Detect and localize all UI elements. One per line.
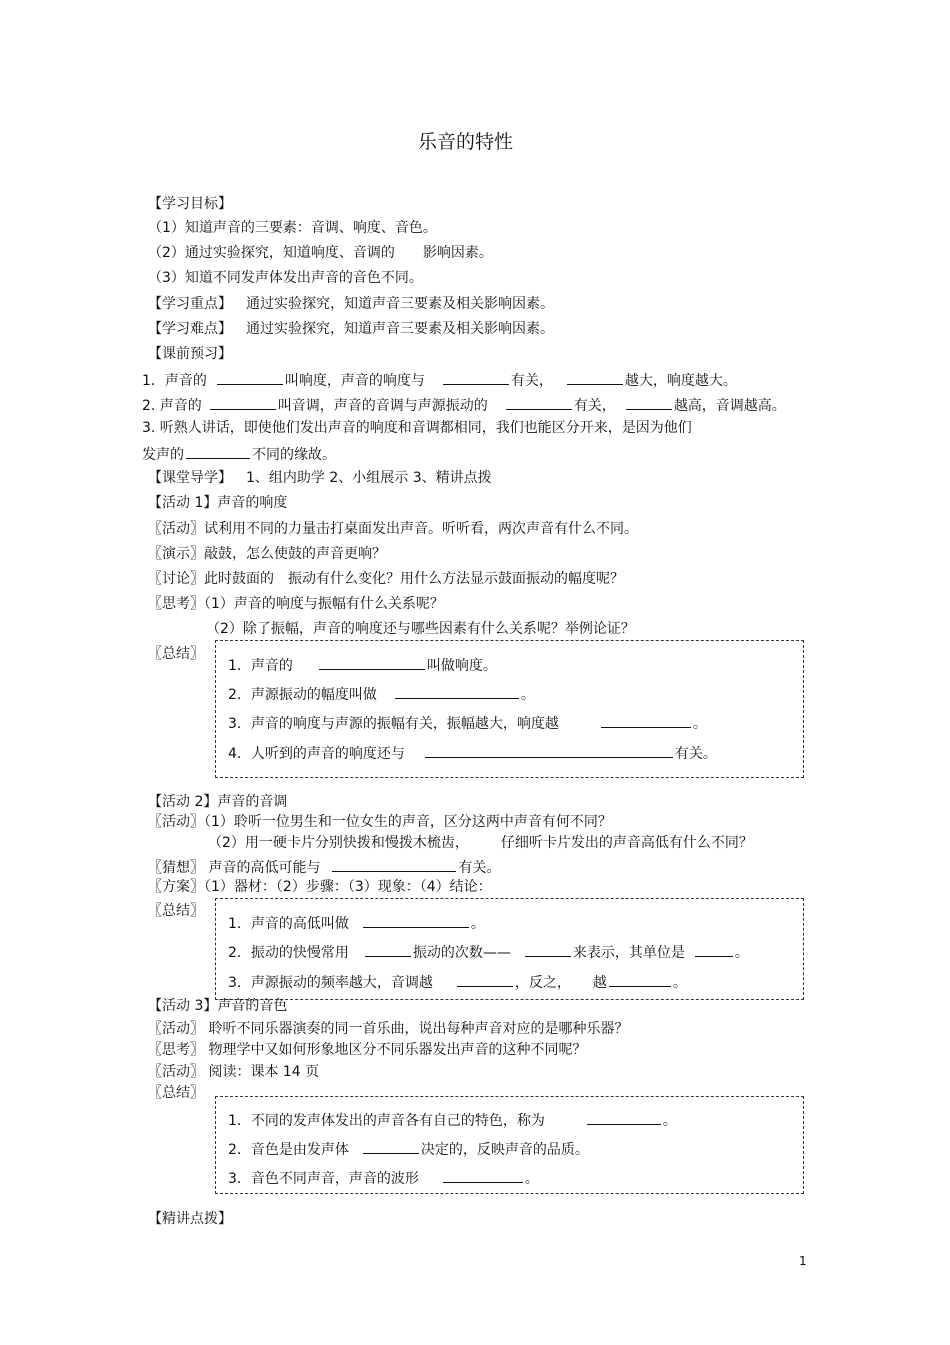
key-point: 【学习重点】 通过实验探究，知道声音三要素及相关影响因素。 bbox=[148, 296, 554, 312]
activity-1-summary-label: 〖总结〗 bbox=[148, 646, 204, 662]
activity-3-summary-1: 1．不同的发声体发出的声音各有自己的特色，称为 。 bbox=[228, 1110, 677, 1130]
activity-2-line-1: 〖活动〗（1）聆听一位男生和一位女生的声音，区分这两中声音有何不同？ bbox=[148, 814, 612, 830]
activity-3-line-1: 〖活动〗 聆听不同乐器演奏的同一首乐曲，说出每种声音对应的是哪种乐器？ bbox=[148, 1021, 629, 1037]
activity-2-line-3: 〖猜想〗 声音的高低可能与 有关。 bbox=[148, 857, 500, 877]
difficulty-point: 【学习难点】 通过实验探究，知道声音三要素及相关影响因素。 bbox=[148, 321, 554, 337]
preview-question-1: 1．声音的 叫响度，声音的响度与 有关， 越大，响度越大。 bbox=[142, 370, 737, 390]
goals-heading: 【学习目标】 bbox=[148, 196, 232, 212]
activity-1-summary-3: 3．声音的响度与声源的振幅有关，振幅越大，响度越 。 bbox=[228, 713, 707, 733]
activity-3-heading: 【活动 3】声音的音色 bbox=[148, 998, 288, 1014]
lecture-heading: 【精讲点拨】 bbox=[148, 1211, 232, 1227]
activity-1-summary-1: 1．声音的 叫做响度。 bbox=[228, 655, 497, 675]
activity-3-summary-label: 〖总结〗 bbox=[148, 1085, 204, 1101]
activity-1-line-2: 〖演示〗敲鼓，怎么使鼓的声音更响？ bbox=[148, 546, 386, 562]
activity-3-line-2: 〖思考〗 物理学中又如何形象地区分不同乐器发出声音的这种不同呢？ bbox=[148, 1042, 587, 1058]
activity-2-summary-1: 1．声音的高低叫做 。 bbox=[228, 913, 485, 933]
activity-2-line-4: 〖方案〗（1）器材：（2）步骤：（3）现象：（4）结论： bbox=[148, 879, 492, 895]
activity-3-summary-2: 2．音色是由发声体 决定的，反映声音的品质。 bbox=[228, 1139, 589, 1159]
activity-1-heading: 【活动 1】声音的响度 bbox=[148, 495, 288, 511]
activity-1-line-3: 〖讨论〗此时鼓面的 振动有什么变化？用什么方法显示鼓面振动的幅度呢？ bbox=[148, 571, 624, 587]
preview-question-3-cont: 发声的 不同的缘故。 bbox=[142, 444, 336, 464]
activity-1-summary-2: 2．声源振动的幅度叫做 。 bbox=[228, 684, 535, 704]
activity-3-summary-3: 3．音色不同声音，声音的波形 。 bbox=[228, 1168, 539, 1188]
activity-2-heading: 【活动 2】声音的音调 bbox=[148, 794, 288, 810]
activity-3-line-3: 〖活动〗 阅读：课本 14 页 bbox=[148, 1064, 320, 1080]
activity-1-line-4: 〖思考〗（1）声音的响度与振幅有什么关系呢？ bbox=[148, 596, 444, 612]
activity-1-line-5: （2）除了振幅，声音的响度还与哪些因素有什么关系呢？举例论证？ bbox=[206, 621, 635, 637]
preview-question-2: 2. 声音的 叫音调，声音的音调与声源振动的 有关， 越高，音调越高。 bbox=[142, 395, 786, 415]
page-title: 乐音的特性 bbox=[418, 131, 514, 153]
preview-heading: 【课前预习】 bbox=[148, 346, 232, 362]
activity-1-line-1: 〖活动〗试利用不同的力量击打桌面发出声音。听听看，两次声音有什么不同。 bbox=[148, 521, 638, 537]
activity-2-summary-3: 3．声源振动的频率越大，音调越 ，反之， 越 。 bbox=[228, 972, 687, 992]
page-number: 1 bbox=[799, 1254, 807, 1268]
activity-2-summary-label: 〖总结〗 bbox=[148, 903, 204, 919]
goal-1: （1）知道声音的三要素：音调、响度、音色。 bbox=[148, 220, 437, 236]
goal-3: （3）知道不同发声体发出声音的音色不同。 bbox=[148, 270, 423, 286]
activity-1-summary-4: 4．人听到的声音的响度还与 有关。 bbox=[228, 743, 717, 763]
preview-question-3: 3. 听熟人讲话，即使他们发出声音的响度和音调都相同，我们也能区分开来，是因为他们 bbox=[142, 420, 692, 436]
activity-2-summary-2: 2．振动的快慢常用 振动的次数—— 来表示，其单位是 。 bbox=[228, 942, 749, 962]
activity-2-line-2: （2）用一硬卡片分别快拨和慢拨木梳齿， 仔细听卡片发出的声音高低有什么不同？ bbox=[208, 835, 753, 851]
goal-2: （2）通过实验探究，知道响度、音调的 影响因素。 bbox=[148, 245, 493, 261]
class-guide: 【课堂导学】 1、组内助学 2、小组展示 3、精讲点拨 bbox=[148, 470, 492, 486]
